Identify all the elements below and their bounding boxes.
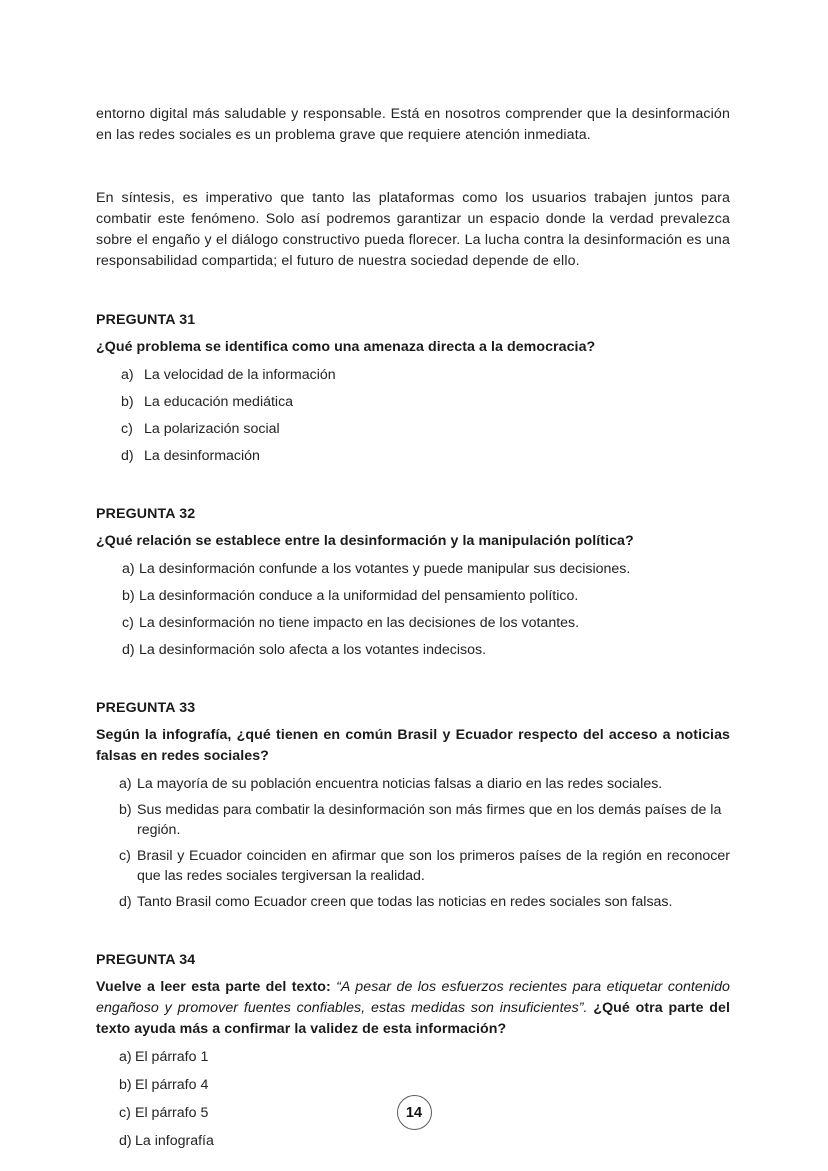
option-text: Tanto Brasil como Ecuador creen que todas las noticias en redes sociales son falsas. [137, 894, 673, 910]
option-text: La mayoría de su población encuentra noticias falsas a diario en las redes sociales. [137, 776, 663, 792]
option-item[interactable] [121, 446, 730, 466]
option-letter: a) [119, 1049, 132, 1065]
option-letter: b) [119, 802, 132, 818]
question-label-32: PREGUNTA 32 [96, 506, 196, 522]
option-text: La infografía [135, 1133, 214, 1149]
option-letter: b) [121, 394, 134, 410]
question-stem-32: ¿Qué relación se establece entre la desinformación y la manipulación política? [96, 533, 634, 549]
question-stem-33: Según la infografía, ¿qué tienen en común Brasil y Ecuador respecto del acceso a noticias falsas en redes sociales? [96, 727, 730, 764]
option-item[interactable] [122, 559, 730, 579]
option-text: Sus medidas para combatir la desinformación son más firmes que en los demás países de la región. [137, 802, 722, 838]
question-stem-lead: Vuelve a leer esta parte del texto: [96, 979, 331, 995]
option-text: La polarización social [144, 421, 280, 437]
option-letter: b) [122, 588, 135, 604]
option-text: La educación mediática [144, 394, 294, 410]
option-text: Brasil y Ecuador coinciden en afirmar que son los primeros países de la región en reconocer que las redes sociales tergiversan la realidad. [137, 848, 730, 884]
body-paragraph-1: entorno digital más saludable y responsable. Está en nosotros comprender que la desinformación en las redes sociales es un problema grave que requiere atención inmediata. [96, 106, 730, 143]
option-letter: d) [119, 894, 132, 910]
option-list-32 [96, 559, 730, 660]
question-block-33 [96, 700, 730, 912]
question-label-31: PREGUNTA 31 [96, 312, 196, 328]
page-footer [0, 1095, 828, 1130]
option-letter: a) [122, 561, 135, 577]
option-list-31 [96, 365, 730, 466]
option-letter: c) [121, 421, 133, 437]
option-text: La desinformación no tiene impacto en las decisiones de los votantes. [139, 615, 580, 631]
option-letter: c) [122, 615, 134, 631]
question-stem-34 [96, 977, 730, 1040]
question-block-32 [96, 506, 730, 660]
page-content [96, 104, 730, 1159]
option-item[interactable] [119, 892, 730, 912]
option-item[interactable] [122, 586, 730, 606]
option-item[interactable] [119, 846, 730, 886]
option-item[interactable] [119, 800, 730, 840]
option-letter: d) [119, 1133, 132, 1149]
option-text: El párrafo 5 [135, 1105, 209, 1121]
option-letter: b) [119, 1077, 132, 1093]
question-stem-31: ¿Qué problema se identifica como una amenaza directa a la democracia? [96, 339, 596, 355]
question-label-33: PREGUNTA 33 [96, 700, 196, 716]
option-letter: c) [119, 1105, 131, 1121]
option-text: La velocidad de la información [144, 367, 336, 383]
option-item[interactable] [119, 1047, 730, 1067]
option-letter: c) [119, 848, 131, 864]
option-text: La desinformación [144, 448, 260, 464]
option-letter: d) [121, 448, 134, 464]
question-label-34: PREGUNTA 34 [96, 952, 196, 968]
option-text: La desinformación solo afecta a los votantes indecisos. [139, 642, 487, 658]
option-item[interactable] [121, 392, 730, 412]
option-text: El párrafo 4 [135, 1077, 209, 1093]
option-item[interactable] [122, 640, 730, 660]
option-item[interactable] [119, 1075, 730, 1095]
option-letter: d) [122, 642, 135, 658]
option-text: La desinformación conduce a la uniformidad del pensamiento político. [139, 588, 579, 604]
option-item[interactable] [119, 774, 730, 794]
question-stem-tail: ¿Qué otra parte del texto ayuda más a confirmar la validez de esta información? [96, 1000, 730, 1037]
body-paragraph-2: En síntesis, es imperativo que tanto las plataformas como los usuarios trabajen juntos para combatir este fenómeno. Solo así podremos garantizar un espacio donde la verdad prevalezca sobre el engaño y el diálogo constructivo pueda florecer. La lucha contra la desinformación es una responsabilidad compartida; el futuro de nuestra sociedad depende de ello. [96, 190, 730, 269]
option-item[interactable] [119, 1131, 730, 1151]
option-item[interactable] [121, 419, 730, 439]
option-list-33 [96, 774, 730, 912]
page-number-badge: 14 [397, 1095, 432, 1130]
option-item[interactable] [121, 365, 730, 385]
question-stem-quote: “A pesar de los esfuerzos recientes para etiquetar contenido engañoso y promover fuentes confiables, estas medidas son insuficientes”. [96, 979, 730, 1016]
option-letter: a) [119, 776, 132, 792]
option-item[interactable] [122, 613, 730, 633]
option-text: El párrafo 1 [135, 1049, 209, 1065]
question-block-31 [96, 312, 730, 466]
option-text: La desinformación confunde a los votantes y puede manipular sus decisiones. [139, 561, 631, 577]
option-letter: a) [121, 367, 134, 383]
